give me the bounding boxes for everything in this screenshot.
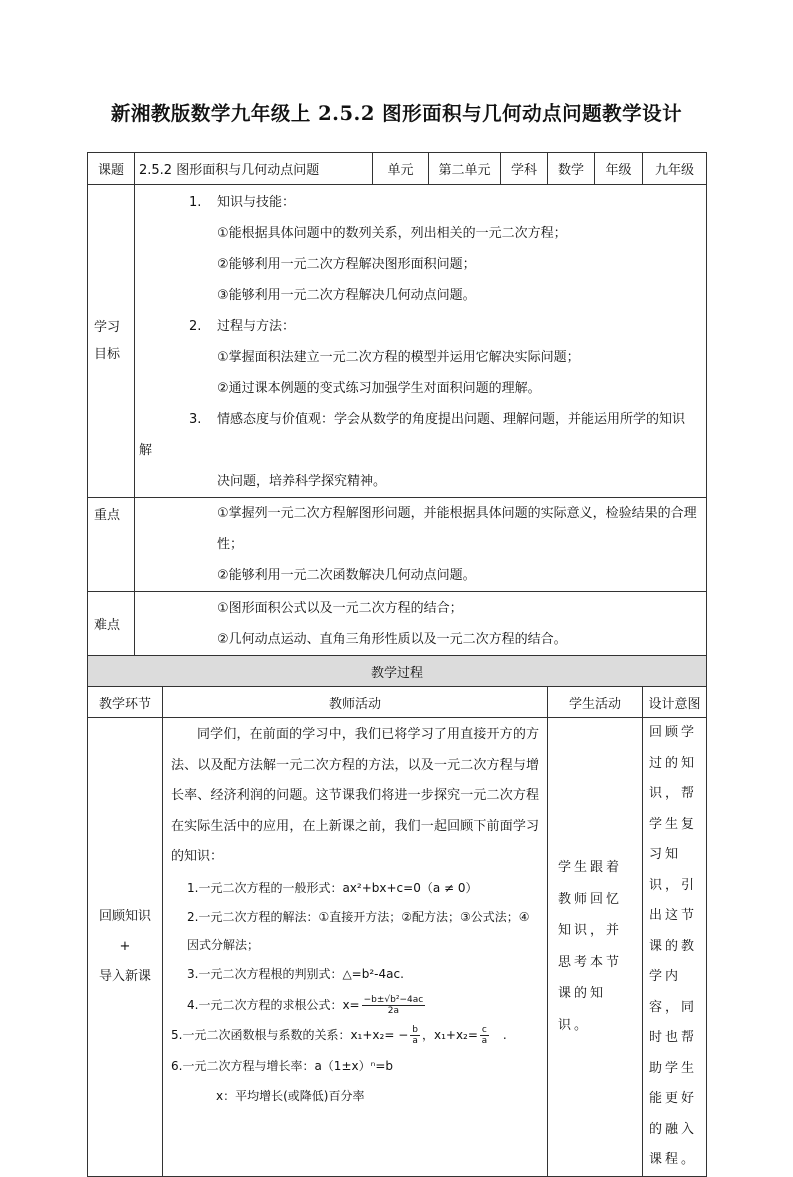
difficulty-item: ②几何动点运动、直角三角形性质以及一元二次方程的结合。 <box>217 631 567 647</box>
key-point-item: ①掌握列一元二次方程解图形问题，并能根据具体问题的实际意义，检验结果的合理性； <box>217 506 697 552</box>
objectives-content <box>135 185 707 498</box>
teacher-item-4 <box>171 990 539 1021</box>
student-activity-text: 学生跟着教师回忆知识，并思考本节课的知识。 <box>558 860 623 1033</box>
formula-denominator: 2a <box>387 1005 400 1016</box>
key-points-content <box>135 498 707 592</box>
vieta-fraction-2: $\frac{c}{a}$ <box>481 1025 488 1046</box>
student-activity <box>548 718 643 1177</box>
unit-value: 第二单元 <box>429 153 501 185</box>
subject-label: 学科 <box>501 153 548 185</box>
header-row <box>88 153 707 185</box>
col-header-student: 学生活动 <box>548 687 643 718</box>
formula-numerator: −b±√b²−4ac <box>363 994 424 1005</box>
teacher-intro: 同学们，在前面的学习中，我们已将学习了用直接开方的方法、以及配方法解一元二次方程的方法，以及一元二次方程与增长率、经济利润的问题。这节课我们将进一步探究一元二次方程在实际生活中的应用，在上新课之前，我们一起回顾下前面学习的知识： <box>171 727 539 864</box>
key-point-item: ②能够利用一元二次函数解决几何动点问题。 <box>217 568 476 583</box>
design-intent-text: 回顾学过的知识，帮学生复习知识，引出这节课的教学内容，同时也帮助学生能更好的融入课程。 <box>649 725 698 1167</box>
teacher-item-6: 6.一元二次方程与增长率：a（1±x）ⁿ=b <box>171 1058 394 1073</box>
col-header-teacher: 教师活动 <box>163 687 548 718</box>
teacher-item-2: 2.一元二次方程的解法：①直接开方法；②配方法；③公式法；④因式分解法； <box>187 910 530 952</box>
col-header-stage: 教学环节 <box>88 687 163 718</box>
key-points-row <box>88 498 707 592</box>
objectives-label-line1: 学习 <box>94 320 121 335</box>
process-title-row <box>88 656 707 687</box>
objectives-label <box>88 185 135 498</box>
stage-line1: 回顾知识 <box>98 908 151 924</box>
difficulties-content <box>135 592 707 656</box>
vieta-middle: ，x₁+x₂= <box>421 1028 478 1042</box>
design-intent <box>643 718 707 1177</box>
objectives-row <box>88 185 707 498</box>
objective-item: ②通过课本例题的变式练习加强学生对面积问题的理解。 <box>217 381 541 396</box>
teacher-item-7: x：平均增长(或降低)百分率 <box>216 1089 365 1103</box>
lesson-plan-table <box>87 152 707 1177</box>
col-header-intent: 设计意图 <box>643 687 707 718</box>
unit-label: 单元 <box>373 153 429 185</box>
topic-value: 2.5.2 图形面积与几何动点问题 <box>135 153 373 185</box>
objective-item: 决问题，培养科学探究精神。 <box>217 474 387 489</box>
objective-item: 1. 知识与技能： <box>189 195 296 210</box>
objective-item: 2. 过程与方法： <box>189 319 296 334</box>
objective-item: 3. 情感态度与价值观：学会从数学的角度提出问题、理解问题，并能运用所学的知识 解 <box>139 412 699 458</box>
key-points-label: 重点 <box>88 498 135 592</box>
teacher-activity <box>163 718 548 1177</box>
difficulty-item: ①图形面积公式以及一元二次方程的结合； <box>217 600 463 616</box>
document-title: 新湘教版数学九年级上 2.5.2 图形面积与几何动点问题教学设计 <box>110 102 683 125</box>
grade-value: 九年级 <box>643 153 707 185</box>
quadratic-formula-fraction <box>362 995 426 1016</box>
stage-line3: 导入新课 <box>98 968 151 984</box>
vieta-label: 5.一元二次函数根与系数的关系：x₁+x₂= − <box>171 1028 409 1042</box>
vieta-fraction-1: $\frac{b}{a}$ <box>412 1025 418 1046</box>
topic-label: 课题 <box>88 153 135 185</box>
quadratic-formula-label: 4.一元二次方程的求根公式：x= <box>187 997 360 1012</box>
difficulties-label: 难点 <box>88 592 135 656</box>
objective-item: ②能够利用一元二次方程解决图形面积问题； <box>217 257 476 272</box>
process-section-title: 教学过程 <box>88 656 707 687</box>
teacher-item-5: 5.一元二次函数根与系数的关系：x₁+x₂= − $\frac{b}{a}$ ，x₁+x₂= $\frac{c}{a}$ . <box>171 1025 507 1046</box>
objectives-label-line2: 目标 <box>94 347 121 362</box>
teacher-item-3: 3.一元二次方程根的判别式：△=b²-4ac. <box>187 967 404 981</box>
objective-item: ①掌握面积法建立一元二次方程的模型并运用它解决实际问题； <box>217 350 580 365</box>
subject-value: 数学 <box>548 153 595 185</box>
stage-line2: + <box>119 938 131 954</box>
difficulties-row <box>88 592 707 656</box>
stage-cell <box>88 718 163 1177</box>
process-row <box>88 718 707 1177</box>
objective-item: ①能根据具体问题中的数列关系，列出相关的一元二次方程； <box>217 226 567 241</box>
process-header-row <box>88 687 707 718</box>
teacher-item-1: 1.一元二次方程的一般形式：ax²+bx+c=0（a ≠ 0） <box>187 880 478 895</box>
objective-item: ③能够利用一元二次方程解决几何动点问题。 <box>217 288 476 303</box>
grade-label: 年级 <box>595 153 643 185</box>
